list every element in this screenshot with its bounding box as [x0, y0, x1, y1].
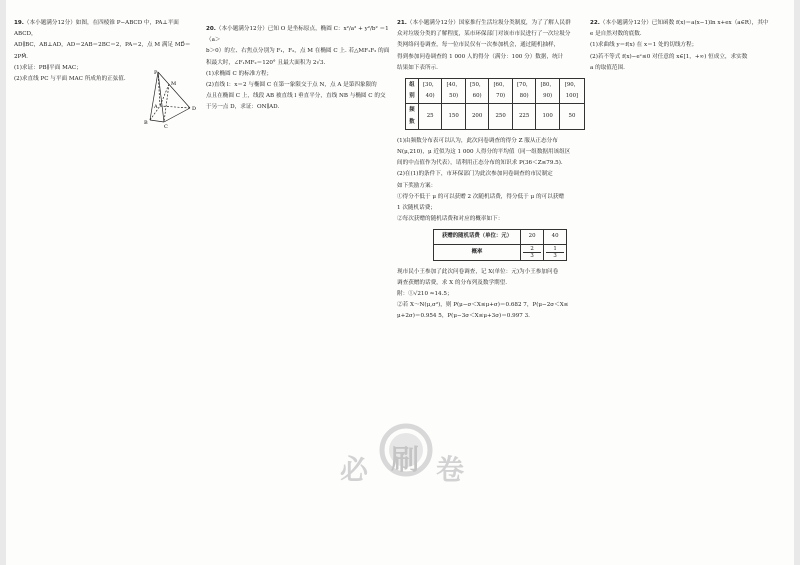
scan-edge-left — [0, 0, 6, 565]
subquestion-2: (2)若不等式 f(x)−eˣ≤0 对任意的 x∈[1，+∞) 恒成立，求实数 — [590, 53, 748, 60]
table-header: 组别 — [406, 79, 419, 104]
subquestion-2: (2)直线 l：x＝2 与椭圆 C 在第一象限交于点 N，点 A 是第四象限的 — [206, 82, 377, 89]
question-text: AD∥BC，AB⊥AD，AD＝2AB＝2BC＝2，PA＝2，点 M 满足 MD⃗＝2PM⃗. — [14, 42, 191, 60]
table-cell: [60，70) — [489, 79, 513, 104]
appendix-note: 附：①√210 ≈14.5； — [397, 291, 453, 298]
question-21 — [397, 18, 585, 323]
table-cell: 100 — [536, 104, 560, 129]
table-row — [434, 244, 567, 260]
frequency-table — [405, 78, 585, 130]
question-text: N(μ,210)，μ 近似为这 1 000 人得分的平均值（同一组数据用该组区 — [397, 149, 571, 156]
vertex-label-M: M — [171, 81, 177, 87]
table-cell: [50，60) — [465, 79, 489, 104]
fraction-numerator: 1 — [553, 245, 557, 252]
question-text: 类网络问卷调查，每一位市民仅有一次参加机会，通过随机抽样， — [397, 42, 560, 49]
vertex-label-D: D — [192, 106, 197, 112]
question-text: 得到参加问卷调查的 1 000 人的得分（满分：100 分）数据，统计 — [397, 53, 564, 60]
vertex-label-B: B — [144, 120, 148, 126]
watermark-char: 必 — [340, 453, 369, 486]
subquestion-2: (2)在(1)的条件下，市环保部门为此次参加问卷调查的市民制定 — [397, 171, 553, 178]
question-22 — [590, 18, 780, 74]
appendix-note: ②若 X～N(μ,σ²)，则 P(μ−σ＜X≤μ+σ)＝0.682 7，P(μ−2σ＜X≤ — [397, 302, 569, 309]
watermark-char: 刷 — [391, 443, 420, 476]
question-text: 调查获赠的话费，求 X 的分布列及数学期望. — [397, 279, 508, 286]
table-cell: [40，50) — [442, 79, 466, 104]
question-text: ②每次获赠的随机话费和对应的概率如下： — [397, 216, 504, 223]
question-number: 21. — [397, 20, 407, 26]
vertex-label-A: A — [154, 104, 158, 110]
vertex-label-C: C — [164, 124, 168, 130]
fraction-denominator: 3 — [523, 252, 541, 259]
table-cell: [30，40) — [418, 79, 442, 104]
vertex-label-P: P — [154, 70, 158, 76]
scan-edge-right — [794, 0, 800, 565]
pyramid-figure — [138, 68, 200, 130]
subquestion-1: (1)求曲线 y＝f(x) 在 x＝1 处的切线方程； — [590, 42, 698, 49]
question-text: （本小题满分12分）已知函数 f(x)＝a(x−1)ln x+ex（a∈R），其中 — [599, 20, 769, 26]
question-20 — [206, 24, 392, 114]
question-text: 结果如下表所示. — [397, 64, 438, 71]
question-text: （本小题满分12分）已知 O 是坐标原点，椭圆 C：x²/a² + y²/b² ＝1（a＞ — [206, 26, 389, 44]
table-cell: 50 — [559, 104, 584, 129]
table-cell: 20 — [521, 230, 544, 244]
question-text: 点且在椭圆 C 上，线段 AB 被直线 l 垂直平分，直线 NB 与椭圆 C 的交 — [206, 93, 386, 100]
question-text: （本小题满分12分）如图，在四棱锥 P−ABCD 中，PA⊥平面 ABCD， — [14, 20, 179, 38]
table-header: 概率 — [434, 244, 521, 260]
question-number: 19. — [14, 20, 24, 26]
question-text: 于另一点 D，求证：ON∥AD. — [206, 104, 280, 111]
question-text: e 是自然对数的底数. — [590, 31, 642, 38]
question-text: 现市民小王参加了此次问卷调查，记 X(单位：元)为小王参加问卷 — [397, 268, 559, 275]
subquestion-2: (2)求直线 PC 与平面 MAC 所成角的正弦值. — [14, 76, 126, 83]
question-text: 众对垃圾分类的了解程度，某市环保部门对该市市民进行了一次垃圾分 — [397, 31, 571, 38]
table-cell: 200 — [465, 104, 489, 129]
appendix-note: μ+2σ)＝0.954 5，P(μ−3σ＜X≤μ+3σ)＝0.997 3. — [397, 313, 530, 320]
table-cell: 40 — [544, 230, 567, 244]
subquestion-1: (1)由频数分布表可以认为，此次问卷调查的得分 Z 服从正态分布 — [397, 137, 558, 144]
table-cell: 25 — [418, 104, 442, 129]
table-cell: 150 — [442, 104, 466, 129]
question-text: b＞0）的左、右焦点分别为 F₁，F₂，点 M 在椭圆 C 上. 若△MF₁F₂ 的面 — [206, 48, 390, 55]
question-text: （本小题满分12分）国家推行生活垃圾分类制度，为了了解人民群 — [406, 20, 571, 26]
watermark-char: 卷 — [436, 453, 465, 486]
question-number: 22. — [590, 20, 600, 26]
table-row — [434, 230, 567, 244]
table-header: 获赠的随机话费（单位：元） — [434, 230, 521, 244]
watermark-logo — [340, 418, 470, 508]
table-cell: 250 — [489, 104, 513, 129]
table-header: 频数 — [406, 104, 419, 129]
question-text: ①得分不低于 μ 的可以获赠 2 次随机话费，得分低于 μ 的可以获赠 — [397, 193, 564, 200]
table-cell: [70，80) — [512, 79, 536, 104]
table-row — [406, 79, 585, 104]
subquestion-1: (1)求证：PB∥平面 MAC； — [14, 64, 82, 71]
table-cell: [90，100] — [559, 79, 584, 104]
question-text: a 的取值范围. — [590, 64, 625, 71]
question-text: 如下奖励方案： — [397, 182, 437, 189]
question-text: 间的中点值作为代表），请利用正态分布的知识求 P(36＜Z≤79.5). — [397, 160, 563, 167]
table-cell: [80，90) — [536, 79, 560, 104]
fraction-denominator: 3 — [546, 252, 564, 259]
question-number: 20. — [206, 26, 216, 32]
probability-table — [433, 229, 567, 260]
table-row — [406, 104, 585, 129]
question-text: 1 次随机话费； — [397, 205, 436, 212]
table-cell — [544, 244, 567, 260]
table-cell — [521, 244, 544, 260]
table-cell: 225 — [512, 104, 536, 129]
question-text: 积最大时，∠F₁MF₂＝120° 且最大面积为 2√3. — [206, 59, 326, 66]
fraction-numerator: 2 — [530, 245, 534, 252]
subquestion-1: (1)求椭圆 C 的标准方程； — [206, 70, 273, 77]
